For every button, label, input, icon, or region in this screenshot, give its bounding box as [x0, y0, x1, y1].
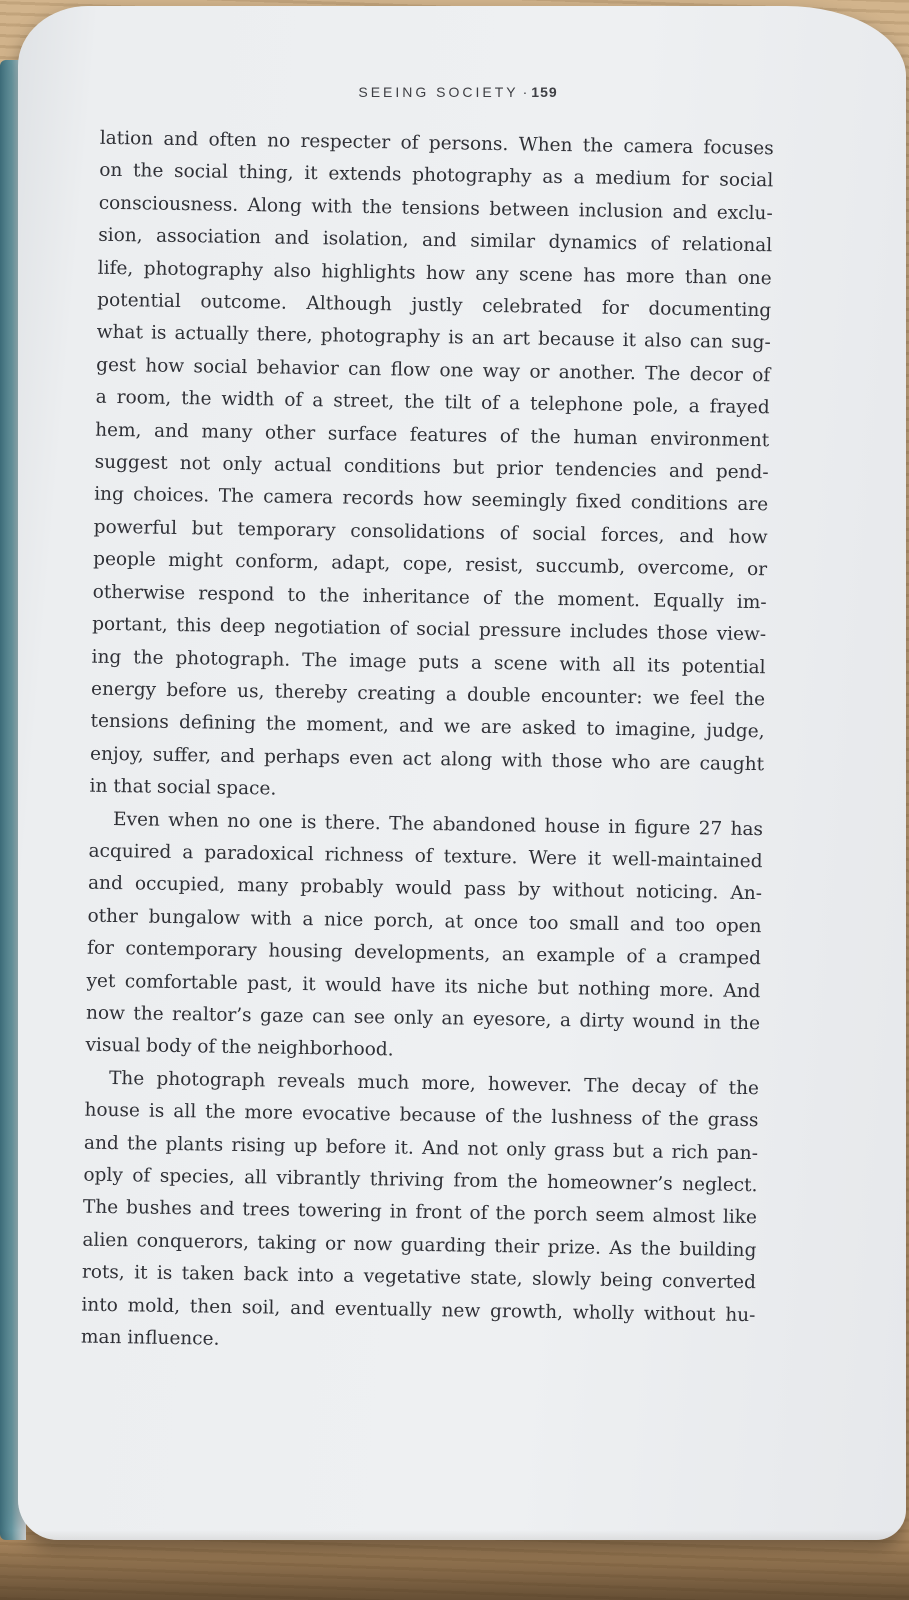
paragraph: [89, 123, 774, 814]
text-line: suggest not only actual conditions but prior tendencies and pend-: [94, 451, 769, 484]
text-line: on the social thing, it extends photography as a medium for social: [99, 160, 774, 192]
text-line: ing the photograph. The image puts a scene with all its potential: [91, 646, 766, 678]
text-line: and occupied, many probably would pass by without noticing. An-: [87, 872, 763, 905]
book-page: [18, 6, 906, 1540]
text-line: hem, and many other surface features of the human environment: [95, 419, 770, 451]
text-line: what is actually there, photography is an art because it also can sug-: [96, 322, 771, 354]
text-line: house is all the more evocative because of the lushness of the grass: [84, 1099, 759, 1132]
text-line: enjoy, suffer, and perhaps even act along with those who are caught: [89, 743, 765, 775]
text-line: otherwise respond to the inheritance of the moment. Equally im-: [92, 581, 767, 613]
text-line: energy before us, thereby creating a double encounter: we feel the: [90, 678, 766, 711]
text-line: portant, this deep negotiation of social pressure includes those view-: [91, 613, 767, 646]
text-line: visual body of the neighborhood.: [85, 1034, 394, 1061]
paragraph: [85, 803, 763, 1073]
text-line: in that social space.: [89, 775, 277, 800]
running-head-separator: ·: [522, 84, 528, 100]
text-line: people might conform, adapt, cope, resist, succumb, overcome, or: [93, 548, 768, 581]
paragraph: [81, 1062, 759, 1364]
text-line: rots, it is taken back into a vegetative state, slowly being converted: [81, 1261, 757, 1294]
running-head-section: SEEING SOCIETY: [358, 84, 519, 100]
table-edge-shadow: [0, 1530, 909, 1600]
text-line: The photograph reveals much more, however. The decay of the: [108, 1067, 760, 1099]
text-line: gest how social behavior can flow one way or another. The decor of: [96, 354, 771, 387]
text-line: into mold, then soil, and eventually new growth, wholly without hu-: [81, 1294, 756, 1326]
text-line: consciousness. Along with the tensions between inclusion and exclu-: [98, 192, 773, 225]
text-line: lation and often no respecter of persons. When the camera focuses: [99, 127, 774, 160]
text-line: potential outcome. Although justly celebrated for documenting: [97, 289, 772, 322]
text-line: and the plants rising up before it. And not only grass but a rich pan-: [83, 1132, 759, 1164]
text-line: powerful but temporary consolidations of social forces, and how: [93, 516, 768, 549]
text-line: acquired a paradoxical richness of texture. Were it well-maintained: [88, 840, 763, 873]
text-line: oply of species, all vibrantly thriving from the homeowner’s neglect.: [83, 1164, 758, 1197]
text-line: Even when no one is there. The abandoned house in figure 27 has: [112, 808, 764, 840]
running-head: [18, 84, 902, 100]
page-number: 159: [531, 84, 558, 100]
text-line: tensions defining the moment, and we are asked to imagine, judge,: [90, 710, 765, 743]
text-line: other bungalow with a nice porch, at once too small and too open: [87, 905, 762, 937]
text-line: yet comfortable past, it would have its niche but nothing more. And: [86, 970, 761, 1002]
text-line: life, photography also highlights how any scene has more than one: [97, 257, 772, 289]
text-line: for contemporary housing developments, an example of a cramped: [86, 937, 762, 970]
text-line: a room, the width of a street, the tilt of a telephone pole, a frayed: [95, 386, 770, 419]
text-line: ing choices. The camera records how seemingly fixed conditions are: [94, 484, 769, 516]
text-line: alien conquerors, taking or now guarding their prize. As the building: [82, 1229, 757, 1261]
text-line: sion, association and isolation, and similar dynamics of relational: [98, 224, 773, 257]
text-line: now the realtor’s gaze can see only an eyesore, a dirty wound in the: [85, 1002, 761, 1035]
text-line: man influence.: [80, 1326, 220, 1350]
body-text: [81, 123, 774, 1365]
text-line: The bushes and trees towering in front of the porch seem almost like: [82, 1196, 758, 1229]
